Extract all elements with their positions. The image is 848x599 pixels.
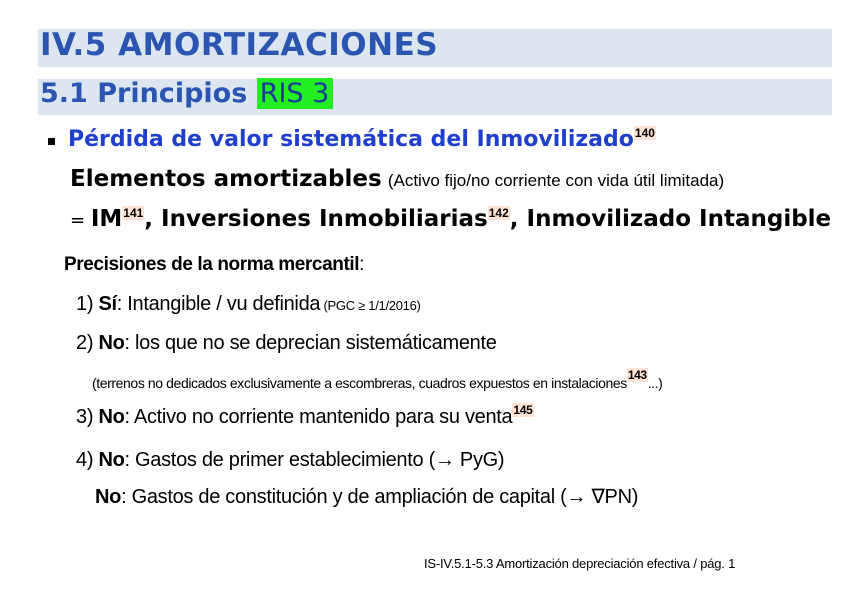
item-number: 2) [76,332,94,354]
main-point [68,126,656,152]
list-item [76,449,504,472]
precisiones-heading [64,254,364,276]
item-key: No [98,332,125,354]
item-number: 4) [76,449,94,471]
section-heading [40,78,333,109]
list-item [76,293,421,316]
item-text: : los que no se deprecian sistemáticamente [124,332,497,354]
note-text: (terrenos no dedicados exclusivamente a escombreras, cuadros expuestos en instalaciones [92,375,627,391]
list-item-continuation [95,484,638,509]
equals-sign: = [70,210,91,231]
elementos-line [70,166,724,192]
slide-title: IV.5 AMORTIZACIONES [40,27,439,63]
list-item [76,403,534,429]
inversiones-label: , Inversiones Inmobiliarias [144,206,488,232]
footnote-ref: 140 [634,126,655,140]
equivalence-line [70,206,831,232]
item-text: : Gastos de constitución y de ampliación de capital (→ ∇PN) [121,486,639,508]
item-note [92,368,662,391]
elementos-label: Elementos amortizables [70,166,382,192]
footnote-ref: 145 [513,403,533,417]
item-key: No [95,486,122,508]
note-tail: ...) [647,375,663,391]
item-key: No [98,406,125,428]
item-key: No [98,449,125,471]
elementos-note: (Activo fijo/no corriente con vida útil limitada) [387,171,725,190]
section-heading-text: 5.1 Principios [40,78,248,109]
list-item [76,332,497,355]
footnote-ref: 143 [627,368,647,382]
item-key: Sí [98,293,117,315]
item-small-note: (PGC ≥ 1/1/2016) [320,298,421,313]
footnote-ref: 141 [123,206,144,220]
im-label: IM [90,206,123,232]
precisiones-label: Precisiones de la norma mercantil [64,254,360,275]
square-bullet-icon [48,138,55,145]
item-text: : Gastos de primer establecimiento (→ PyG) [124,449,505,471]
ris-badge: RIS 3 [257,78,334,109]
intangible-label: , Inmovilizado Intangible [509,206,832,232]
item-text: : Activo no corriente mantenido para su venta [124,406,513,428]
page-footer: IS-IV.5.1-5.3 Amortización depreciación efectiva / pág. 1 [424,556,736,571]
main-point-text: Pérdida de valor sistemática del Inmovilizado [68,127,634,152]
item-number: 3) [76,406,94,428]
item-text: : Intangible / vu definida [116,293,321,315]
item-number: 1) [76,293,94,315]
precisiones-colon: : [359,254,365,275]
footnote-ref: 142 [488,206,509,220]
